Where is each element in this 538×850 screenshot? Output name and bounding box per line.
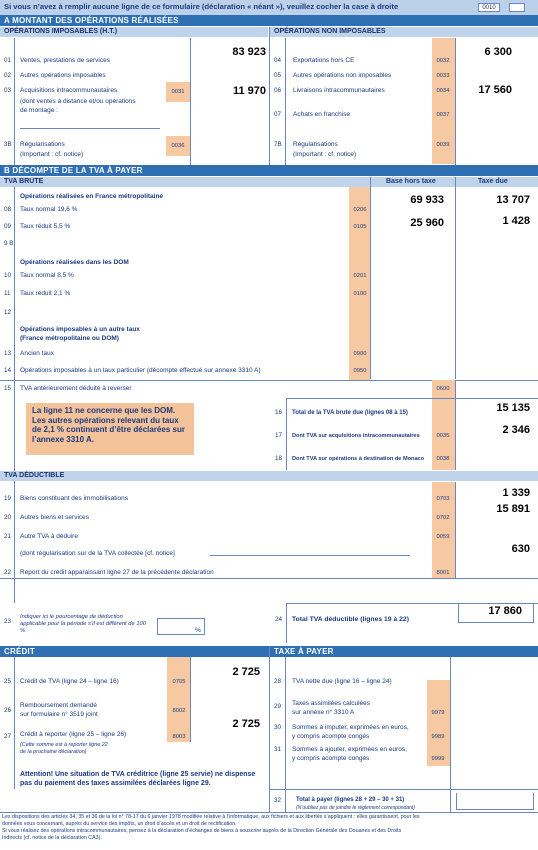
line-26-label: Remboursement demandé <box>20 702 97 709</box>
line-19-value[interactable]: 1 339 <box>502 487 530 499</box>
line-07-num: 07 <box>274 111 282 118</box>
line-11-num: 11 <box>4 290 11 297</box>
code-9979: 9979 <box>431 710 445 716</box>
code-0037: 0037 <box>436 112 450 118</box>
tva-deductible-title: TVA DÉDUCTIBLE <box>0 471 538 481</box>
footer-line-4: Indirects (cf. notice de la déclaration CA3). <box>2 835 102 841</box>
line-08-tax[interactable]: 13 707 <box>496 194 530 206</box>
code-0950: 0950 <box>353 368 367 374</box>
footer-line-1: Les dispositions des articles 34, 35 et 36 de la loi n° 78-17 du 6 janvier 1978 modifiée relative à l’informatique, aux fichiers et aux libertés s’appliquent : elles garantissent, pour les <box>2 814 420 820</box>
line-24-num: 24 <box>275 616 283 623</box>
line-18-label: Dont TVA sur opérations à destination de Monaco <box>292 456 425 462</box>
line-19-num: 19 <box>4 495 12 502</box>
code-9999: 9999 <box>431 756 445 762</box>
line-23-label: Indiquer ici le pourcentage de déduction applicable pour la période s’il est différent de 100 % <box>20 614 147 634</box>
line-11-label: Taux réduit 2,1 % <box>20 290 71 297</box>
line-01-label: Ventes, prestations de services <box>20 57 110 64</box>
line-9b-num: 9 B <box>4 240 14 247</box>
line-29-num: 29 <box>274 703 282 710</box>
code-0105: 0105 <box>353 224 367 230</box>
line-10-num: 10 <box>4 272 12 279</box>
line-7b-num: 7B <box>274 141 282 148</box>
line-21-label: Autre TVA à déduire <box>20 533 78 540</box>
line-16-value[interactable]: 15 135 <box>496 402 530 414</box>
line-05-num: 05 <box>274 72 282 79</box>
code-8003: 8003 <box>172 734 186 740</box>
line-15-label: TVA antérieurement déduite à reverser <box>20 385 132 392</box>
code-8002: 8002 <box>172 708 186 714</box>
line-26-label-2: sur formulaire n° 3519 joint <box>20 711 98 718</box>
line-27-num: 27 <box>4 733 12 740</box>
code-8001: 8001 <box>436 570 450 576</box>
line-32-num: 32 <box>274 797 282 804</box>
line-20-num: 20 <box>4 514 12 521</box>
other-title-2: (France métropolitaine ou DOM) <box>20 335 119 342</box>
line-3b-num: 3B <box>4 141 12 148</box>
line-25-label: Crédit de TVA (ligne 24 – ligne 16) <box>20 678 119 685</box>
neant-code: 0010 <box>478 3 500 12</box>
code-0032: 0032 <box>436 58 450 64</box>
code-0038: 0038 <box>436 456 450 462</box>
line-29-label-2: sur annexe n° 3310 A <box>292 709 355 716</box>
code-0036: 0036 <box>171 143 185 149</box>
line-21-regul-value[interactable]: 630 <box>511 543 530 555</box>
dom-note: La ligne 11 ne concerne que les DOM. Les autres opérations relevant du taux de 2,1 % continuent d’être déclarées sur l’annexe 3310 A. <box>26 403 194 455</box>
line-09-num: 09 <box>4 223 12 230</box>
line-03-sub1: (dont ventes à distance et/ou opérations <box>20 98 136 105</box>
line-02-label: Autres opérations imposables <box>20 72 106 79</box>
line-7b-note: (Important : cf. notice) <box>293 151 357 158</box>
line-31-label-2: y compris acompte congés <box>292 755 370 762</box>
code-0900: 0900 <box>353 351 367 357</box>
line-22-label: Report du crédit apparaissant ligne 27 de la précédente déclaration <box>20 569 214 576</box>
line-3b-label: Régularisations <box>20 141 65 148</box>
code-0039: 0039 <box>436 142 450 148</box>
code-0035: 0035 <box>436 433 450 439</box>
line-07-label: Achats en franchise <box>293 111 351 118</box>
credit-header: CRÉDIT <box>0 646 269 657</box>
line-03-num: 03 <box>4 87 12 94</box>
line-27-value[interactable]: 2 725 <box>232 718 260 730</box>
line-14-label: Opérations imposables à un taux particulier (décompte effectué sur annexe 3310 A) <box>20 367 261 374</box>
line-23-num: 23 <box>4 618 12 625</box>
line-19-label: Biens constituant des immobilisations <box>20 495 129 502</box>
tva-brute-title: TVA BRUTE <box>0 177 538 187</box>
france-title: Opérations réalisées en France métropolitaine <box>20 193 164 200</box>
line-26-num: 26 <box>4 707 12 714</box>
line-22-num: 22 <box>4 569 12 576</box>
code-0031: 0031 <box>171 89 185 95</box>
line-21-num: 21 <box>4 533 12 540</box>
percent-unit: % <box>195 627 201 634</box>
line-32-box[interactable] <box>456 793 534 810</box>
col-tax-header: Taxe due <box>478 178 508 185</box>
line-04-num: 04 <box>274 57 282 64</box>
line-16-label: Total de la TVA brute due (lignes 08 à 15) <box>292 410 408 416</box>
taxe-header: TAXE À PAYER <box>270 646 538 657</box>
line-16-num: 16 <box>275 409 283 416</box>
line-01-num: 01 <box>4 57 12 64</box>
line-20-value[interactable]: 15 891 <box>496 503 530 515</box>
line-08-base[interactable]: 69 933 <box>410 194 444 206</box>
line-04-label: Exportations hors CE <box>293 57 355 64</box>
line-14-num: 14 <box>4 367 12 374</box>
line-27-label: Crédit à reporter (ligne 25 – ligne 26) <box>20 731 127 738</box>
section-a-header: A MONTANT DES OPÉRATIONS RÉALISÉES <box>0 15 538 26</box>
line-30-label: Sommes à imputer, exprimées en euros, <box>292 724 409 731</box>
line-21-sub: (dont régularisation sur de la TVA collectée [cf. notice] <box>20 550 175 557</box>
line-09-label: Taux réduit 5,5 % <box>20 223 71 230</box>
line-27-note-1: (Cette somme est à reporter ligne 22 <box>20 742 108 748</box>
code-0702: 0702 <box>436 515 450 521</box>
line-24-value[interactable]: 17 860 <box>488 605 522 617</box>
line-08-num: 08 <box>4 206 12 213</box>
line-18-num: 18 <box>275 455 283 462</box>
line-10-label: Taux normal 8,5 % <box>20 272 74 279</box>
line-28-num: 28 <box>274 678 282 685</box>
line-31-label: Sommes à ajouter, exprimées en euros, <box>292 746 407 753</box>
code-0705: 0705 <box>172 679 186 685</box>
code-0034: 0034 <box>436 88 450 94</box>
line-13-num: 13 <box>4 350 12 357</box>
line-30-num: 30 <box>274 724 282 731</box>
line-06-label: Livraisons intracommunautaires <box>293 87 385 94</box>
line-01-value[interactable]: 83 923 <box>232 46 266 58</box>
other-title-1: Opérations imposables à un autre taux <box>20 326 140 333</box>
section-a-right-title: OPÉRATIONS NON IMPOSABLES <box>270 27 538 37</box>
code-0201: 0201 <box>353 273 367 279</box>
code-9989: 9989 <box>431 734 445 740</box>
line-30-label-2: y compris acompte congés <box>292 733 370 740</box>
line-09-base[interactable]: 25 960 <box>410 217 444 229</box>
credit-attention: Attention! Une situation de TVA créditrice (ligne 25 servie) ne dispense pas du paiement des taxes assimilées déclarées ligne 29. <box>20 771 256 787</box>
line-09-tax[interactable]: 1 428 <box>502 215 530 227</box>
line-25-num: 25 <box>4 678 12 685</box>
line-17-num: 17 <box>275 432 283 439</box>
line-29-label: Taxes assimilées calculées <box>292 700 371 707</box>
code-0600: 0600 <box>436 386 450 392</box>
footer-line-3: Si vous réalisez des opérations intracommunautaires, pensez à la déclaration d’échanges de biens à souscrire auprès de la Direction Générale des Douanes et des Droits <box>2 828 402 834</box>
line-04-value[interactable]: 6 300 <box>484 46 512 58</box>
code-0059: 0059 <box>436 534 450 540</box>
line-25-value[interactable]: 2 725 <box>232 666 260 678</box>
code-0206: 0206 <box>353 207 367 213</box>
line-28-label: TVA nette due (ligne 16 – ligne 24) <box>292 678 392 685</box>
footer-line-2: données vous concernant, auprès du service des impôts, un droit d’accès et un droit de rectification. <box>2 821 237 827</box>
line-15-num: 15 <box>4 385 12 392</box>
line-20-label: Autres biens et services <box>20 514 90 521</box>
dom-title: Opérations réalisées dans les DOM <box>20 259 129 266</box>
line-03-value[interactable]: 11 970 <box>232 85 266 97</box>
line-7b-label: Régularisations <box>293 141 338 148</box>
line-03-label: Acquisitions intracommunautaires <box>20 87 118 94</box>
neant-text: Si vous n’avez à remplir aucune ligne de ce formulaire (déclaration « néant »), veuillez cocher la case à droite <box>4 2 399 11</box>
line-13-label: Ancien taux <box>20 350 54 357</box>
code-0100: 0100 <box>353 291 367 297</box>
line-24-label: Total TVA déductible (lignes 19 à 22) <box>292 616 409 623</box>
section-a-left-title: OPÉRATIONS IMPOSABLES (H.T.) <box>0 27 268 37</box>
line-06-num: 06 <box>274 87 282 94</box>
line-31-num: 31 <box>274 746 282 753</box>
line-05-label: Autres opérations non imposables <box>293 72 392 79</box>
line-32-note: (N’oubliez pas de joindre le règlement correspondant) <box>296 805 415 811</box>
line-02-num: 02 <box>4 72 12 79</box>
line-08-label: Taux normal 19,6 % <box>20 206 78 213</box>
line-27-note-2: de la prochaine déclaration) <box>20 749 87 755</box>
line-17-value[interactable]: 2 346 <box>502 424 530 436</box>
line-06-value[interactable]: 17 560 <box>478 84 512 96</box>
line-03-sub2: de montage : <box>20 107 58 114</box>
code-0703: 0703 <box>436 496 450 502</box>
col-base-header: Base hors taxe <box>386 178 436 185</box>
line-17-label: Dont TVA sur acquisitions intracommunautaires <box>292 433 420 439</box>
section-b-header: B DÉCOMPTE DE LA TVA À PAYER <box>0 165 538 176</box>
neant-checkbox[interactable] <box>509 3 525 12</box>
code-0033: 0033 <box>436 73 450 79</box>
line-12-num: 12 <box>4 309 12 316</box>
line-32-label: Total à payer (lignes 28 + 29 – 30 + 31) <box>296 797 405 803</box>
line-3b-note: (Important : cf. notice) <box>20 151 84 158</box>
